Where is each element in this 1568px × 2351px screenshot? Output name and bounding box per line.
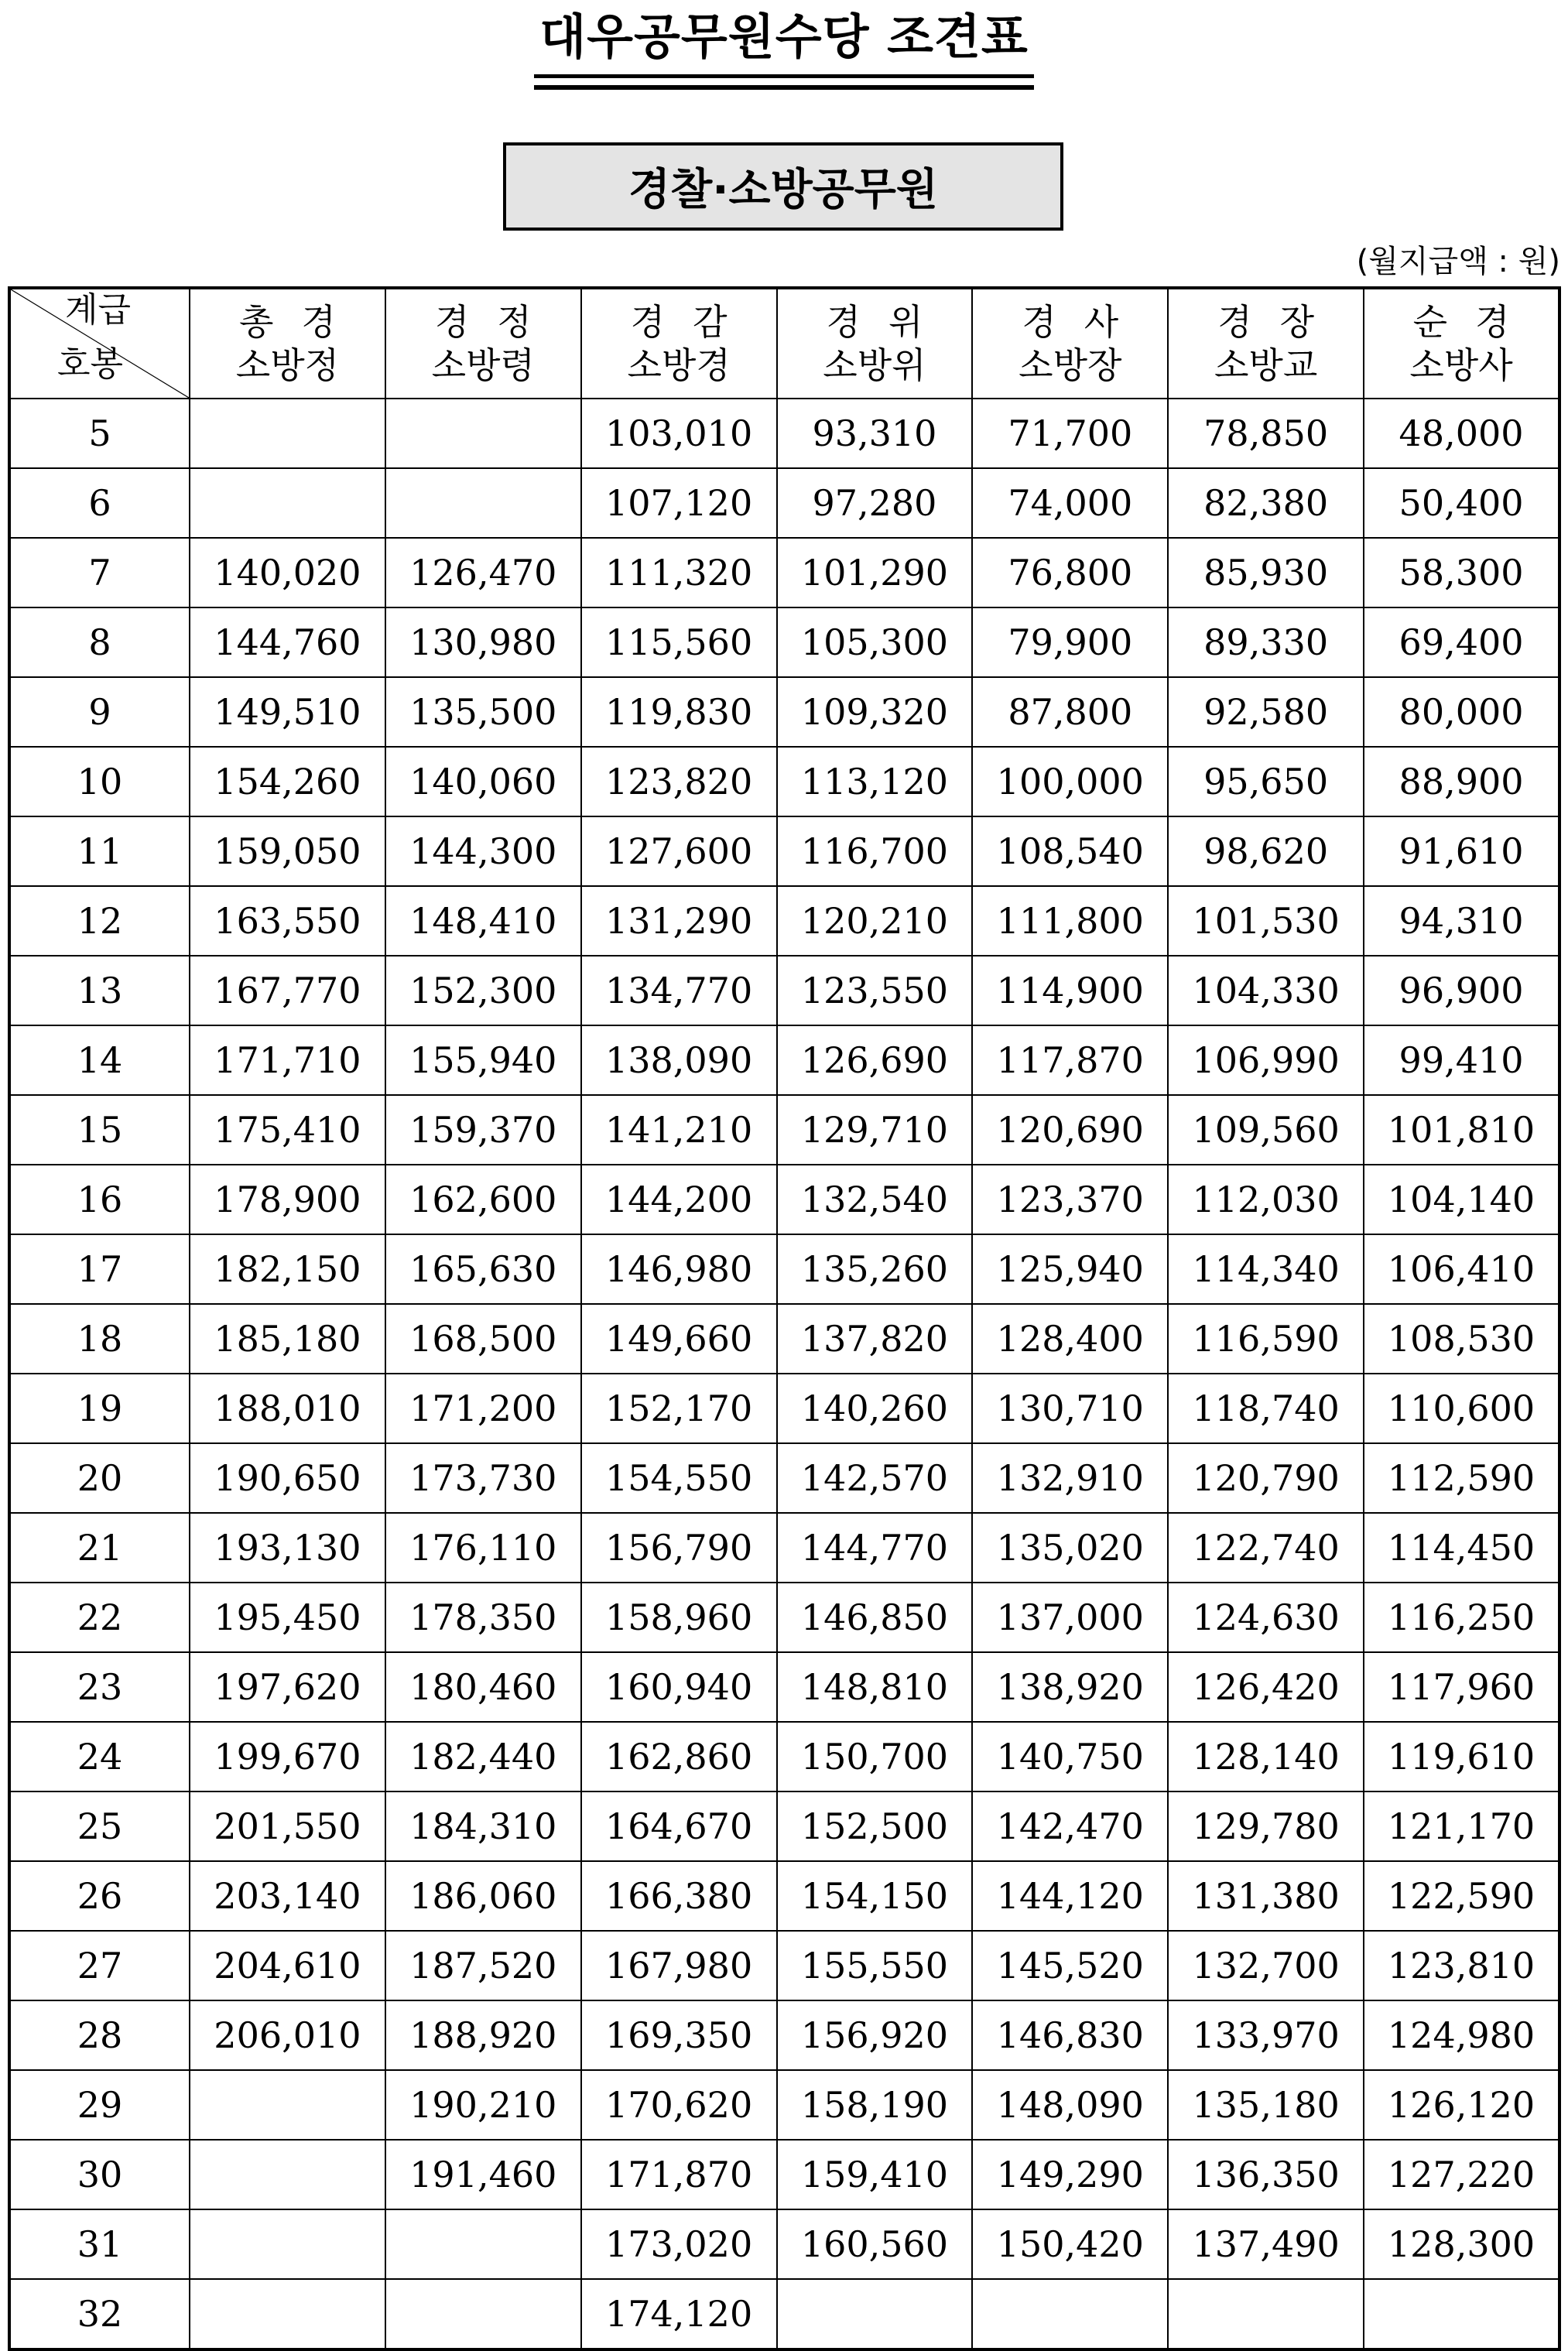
table-row [9,538,1559,607]
amount-cell: 191,460 [385,2140,581,2209]
step-cell: 18 [9,1304,190,1374]
amount-cell: 114,900 [972,956,1168,1025]
amount-cell: 138,090 [581,1025,777,1095]
amount-cell: 128,140 [1168,1722,1364,1791]
amount-cell: 125,940 [972,1234,1168,1304]
amount-cell: 171,870 [581,2140,777,2209]
amount-cell: 122,740 [1168,1513,1364,1583]
step-cell: 16 [9,1165,190,1234]
table-row [9,1722,1559,1791]
amount-cell: 85,930 [1168,538,1364,607]
col-header-rank-fire: 소방사 [1409,344,1513,386]
amount-cell: 99,410 [1364,1025,1559,1095]
amount-cell: 123,820 [581,747,777,816]
allowance-table [8,286,1561,2351]
col-header-rank-fire: 소방교 [1214,344,1318,386]
step-cell: 10 [9,747,190,816]
table-row [9,2140,1559,2209]
amount-cell: 204,610 [190,1931,385,2000]
amount-cell: 101,530 [1168,886,1364,956]
corner-label-step: 호봉 [57,344,124,384]
step-cell: 30 [9,2140,190,2209]
amount-cell: 188,920 [385,2000,581,2070]
amount-cell: 190,650 [190,1443,385,1513]
amount-cell: 155,940 [385,1025,581,1095]
amount-cell: 203,140 [190,1861,385,1931]
amount-cell: 124,980 [1364,2000,1559,2070]
page-title: 대우공무원수당 조견표 [539,9,1029,65]
table-row [9,886,1559,956]
amount-cell: 140,260 [777,1374,973,1443]
col-header-6 [1364,288,1559,399]
amount-cell: 146,980 [581,1234,777,1304]
col-header-0 [190,288,385,399]
amount-cell: 89,330 [1168,607,1364,677]
amount-cell: 152,300 [385,956,581,1025]
amount-cell: 82,380 [1168,468,1364,538]
amount-cell: 135,260 [777,1234,973,1304]
amount-cell: 167,770 [190,956,385,1025]
amount-cell: 185,180 [190,1304,385,1374]
step-cell: 7 [9,538,190,607]
amount-cell: 76,800 [972,538,1168,607]
corner-header-cell [9,288,190,399]
table-row [9,1443,1559,1513]
amount-cell: 140,020 [190,538,385,607]
amount-cell: 170,620 [581,2070,777,2140]
amount-cell: 128,400 [972,1304,1168,1374]
amount-cell: 118,740 [1168,1374,1364,1443]
amount-cell: 112,590 [1364,1443,1559,1513]
amount-cell: 135,500 [385,677,581,747]
table-row [9,1234,1559,1304]
amount-cell: 131,290 [581,886,777,956]
amount-cell: 126,420 [1168,1652,1364,1722]
amount-cell: 96,900 [1364,956,1559,1025]
amount-cell: 176,110 [385,1513,581,1583]
title-underline-thin [534,74,1034,78]
amount-cell: 150,700 [777,1722,973,1791]
amount-cell: 103,010 [581,399,777,468]
amount-cell: 129,780 [1168,1791,1364,1861]
amount-cell: 133,970 [1168,2000,1364,2070]
amount-cell: 156,920 [777,2000,973,2070]
amount-cell: 120,790 [1168,1443,1364,1513]
amount-cell: 140,060 [385,747,581,816]
table-row [9,816,1559,886]
amount-cell: 137,820 [777,1304,973,1374]
amount-cell: 78,850 [1168,399,1364,468]
amount-cell: 169,350 [581,2000,777,2070]
amount-cell: 79,900 [972,607,1168,677]
step-cell: 8 [9,607,190,677]
amount-cell: 69,400 [1364,607,1559,677]
amount-cell: 131,380 [1168,1861,1364,1931]
step-cell: 5 [9,399,190,468]
col-header-rank-police: 경정 [434,301,560,343]
col-header-rank-police: 순경 [1412,301,1538,343]
amount-cell: 155,550 [777,1931,973,2000]
step-cell: 29 [9,2070,190,2140]
amount-cell: 193,130 [190,1513,385,1583]
table-row [9,1374,1559,1443]
col-header-rank-fire: 소방정 [235,344,340,386]
title-underline-thick [534,85,1034,90]
amount-cell: 126,120 [1364,2070,1559,2140]
amount-cell: 126,470 [385,538,581,607]
step-cell: 21 [9,1513,190,1583]
col-header-rank-fire: 소방위 [823,344,926,386]
amount-cell: 111,320 [581,538,777,607]
amount-cell: 142,470 [972,1791,1168,1861]
amount-cell [1168,2279,1364,2349]
amount-cell: 141,210 [581,1095,777,1165]
amount-cell: 123,370 [972,1165,1168,1234]
col-header-rank-fire: 소방장 [1019,344,1122,386]
amount-cell: 171,710 [190,1025,385,1095]
amount-cell: 146,850 [777,1583,973,1652]
amount-cell: 154,150 [777,1861,973,1931]
step-cell: 14 [9,1025,190,1095]
amount-cell: 137,490 [1168,2209,1364,2279]
amount-cell: 173,020 [581,2209,777,2279]
amount-cell: 126,690 [777,1025,973,1095]
table-row [9,399,1559,468]
amount-cell [190,399,385,468]
amount-cell: 113,120 [777,747,973,816]
amount-cell [385,2209,581,2279]
amount-cell: 97,280 [777,468,973,538]
step-cell: 23 [9,1652,190,1722]
table-row [9,607,1559,677]
amount-cell: 104,140 [1364,1165,1559,1234]
amount-cell: 132,910 [972,1443,1168,1513]
table-row [9,468,1559,538]
amount-cell: 48,000 [1364,399,1559,468]
step-cell: 25 [9,1791,190,1861]
table-row [9,956,1559,1025]
amount-cell: 190,210 [385,2070,581,2140]
amount-cell [385,399,581,468]
amount-cell: 114,340 [1168,1234,1364,1304]
amount-cell: 105,300 [777,607,973,677]
subtitle-box [503,142,1063,231]
step-cell: 9 [9,677,190,747]
col-header-2 [581,288,777,399]
amount-cell: 145,520 [972,1931,1168,2000]
amount-cell: 175,410 [190,1095,385,1165]
table-body [9,399,1559,2349]
table-row [9,1791,1559,1861]
amount-cell: 128,300 [1364,2209,1559,2279]
amount-cell: 140,750 [972,1722,1168,1791]
amount-cell [190,468,385,538]
amount-cell: 134,770 [581,956,777,1025]
amount-cell: 129,710 [777,1095,973,1165]
amount-cell: 150,420 [972,2209,1168,2279]
amount-cell: 116,250 [1364,1583,1559,1652]
amount-cell: 167,980 [581,1931,777,2000]
table-row [9,2000,1559,2070]
amount-cell [777,2279,973,2349]
amount-cell: 120,210 [777,886,973,956]
amount-cell: 144,300 [385,816,581,886]
step-cell: 11 [9,816,190,886]
step-cell: 20 [9,1443,190,1513]
amount-cell: 144,760 [190,607,385,677]
amount-cell: 195,450 [190,1583,385,1652]
amount-cell: 158,190 [777,2070,973,2140]
amount-cell: 117,870 [972,1025,1168,1095]
table-row [9,1583,1559,1652]
col-header-1 [385,288,581,399]
amount-cell: 165,630 [385,1234,581,1304]
amount-cell: 116,590 [1168,1304,1364,1374]
step-cell: 6 [9,468,190,538]
header-row [9,288,1559,399]
amount-cell: 108,540 [972,816,1168,886]
amount-cell: 132,700 [1168,1931,1364,2000]
amount-cell: 121,170 [1364,1791,1559,1861]
amount-cell: 119,610 [1364,1722,1559,1791]
amount-cell: 137,000 [972,1583,1168,1652]
step-cell: 17 [9,1234,190,1304]
amount-cell: 154,260 [190,747,385,816]
amount-cell: 58,300 [1364,538,1559,607]
amount-cell: 109,320 [777,677,973,747]
amount-cell [972,2279,1168,2349]
step-cell: 22 [9,1583,190,1652]
step-cell: 12 [9,886,190,956]
amount-cell: 173,730 [385,1443,581,1513]
col-header-rank-police: 경위 [826,301,951,343]
amount-cell [385,468,581,538]
amount-cell: 74,000 [972,468,1168,538]
table-row [9,1513,1559,1583]
amount-cell: 112,030 [1168,1165,1364,1234]
amount-cell: 152,170 [581,1374,777,1443]
step-cell: 15 [9,1095,190,1165]
amount-cell: 136,350 [1168,2140,1364,2209]
amount-cell: 163,550 [190,886,385,956]
amount-cell: 88,900 [1364,747,1559,816]
amount-cell: 127,220 [1364,2140,1559,2209]
amount-cell: 144,200 [581,1165,777,1234]
amount-cell: 146,830 [972,2000,1168,2070]
amount-cell: 149,290 [972,2140,1168,2209]
amount-cell: 106,990 [1168,1025,1364,1095]
amount-cell: 188,010 [190,1374,385,1443]
amount-cell: 197,620 [190,1652,385,1722]
amount-cell: 114,450 [1364,1513,1559,1583]
col-header-rank-fire: 소방령 [431,344,535,386]
amount-cell: 148,810 [777,1652,973,1722]
amount-cell: 178,350 [385,1583,581,1652]
amount-cell: 91,610 [1364,816,1559,886]
amount-cell: 199,670 [190,1722,385,1791]
amount-cell: 80,000 [1364,677,1559,747]
amount-cell [190,2070,385,2140]
amount-cell: 186,060 [385,1861,581,1931]
amount-cell: 130,710 [972,1374,1168,1443]
amount-cell: 104,330 [1168,956,1364,1025]
table-row [9,1652,1559,1722]
table-row [9,1165,1559,1234]
step-cell: 13 [9,956,190,1025]
amount-cell: 98,620 [1168,816,1364,886]
amount-cell: 156,790 [581,1513,777,1583]
amount-cell: 159,410 [777,2140,973,2209]
step-cell: 24 [9,1722,190,1791]
amount-cell: 159,050 [190,816,385,886]
amount-cell: 123,550 [777,956,973,1025]
amount-cell: 101,810 [1364,1095,1559,1165]
amount-cell: 120,690 [972,1095,1168,1165]
amount-cell: 115,560 [581,607,777,677]
amount-cell: 101,290 [777,538,973,607]
amount-cell: 116,700 [777,816,973,886]
amount-cell: 130,980 [385,607,581,677]
amount-cell: 162,860 [581,1722,777,1791]
amount-cell: 164,670 [581,1791,777,1861]
step-cell: 28 [9,2000,190,2070]
amount-cell: 149,510 [190,677,385,747]
unit-note: (월지급액 : 원) [1356,244,1560,279]
amount-cell: 201,550 [190,1791,385,1861]
amount-cell: 111,800 [972,886,1168,956]
amount-cell: 117,960 [1364,1652,1559,1722]
table-row [9,2070,1559,2140]
col-header-4 [972,288,1168,399]
amount-cell: 158,960 [581,1583,777,1652]
amount-cell: 182,440 [385,1722,581,1791]
amount-cell: 127,600 [581,816,777,886]
corner-label-rank: 계급 [65,290,132,330]
amount-cell: 138,920 [972,1652,1168,1722]
amount-cell: 87,800 [972,677,1168,747]
table-row [9,1304,1559,1374]
amount-cell: 50,400 [1364,468,1559,538]
amount-cell: 108,530 [1364,1304,1559,1374]
amount-cell: 109,560 [1168,1095,1364,1165]
col-header-rank-police: 경장 [1217,301,1343,343]
step-cell: 31 [9,2209,190,2279]
step-cell: 19 [9,1374,190,1443]
amount-cell [385,2279,581,2349]
amount-cell: 135,020 [972,1513,1168,1583]
amount-cell [1364,2279,1559,2349]
col-header-3 [777,288,973,399]
amount-cell [190,2279,385,2349]
amount-cell: 148,090 [972,2070,1168,2140]
amount-cell: 171,200 [385,1374,581,1443]
amount-cell: 148,410 [385,886,581,956]
amount-cell: 110,600 [1364,1374,1559,1443]
amount-cell [190,2140,385,2209]
step-cell: 27 [9,1931,190,2000]
amount-cell: 168,500 [385,1304,581,1374]
amount-cell: 107,120 [581,468,777,538]
table-row [9,1095,1559,1165]
step-cell: 32 [9,2279,190,2349]
amount-cell: 187,520 [385,1931,581,2000]
amount-cell: 152,500 [777,1791,973,1861]
amount-cell: 92,580 [1168,677,1364,747]
amount-cell: 124,630 [1168,1583,1364,1652]
amount-cell: 142,570 [777,1443,973,1513]
col-header-rank-police: 경감 [630,301,755,343]
amount-cell: 160,560 [777,2209,973,2279]
amount-cell: 71,700 [972,399,1168,468]
col-header-5 [1168,288,1364,399]
amount-cell: 122,590 [1364,1861,1559,1931]
amount-cell: 106,410 [1364,1234,1559,1304]
amount-cell: 154,550 [581,1443,777,1513]
amount-cell: 100,000 [972,747,1168,816]
amount-cell: 184,310 [385,1791,581,1861]
amount-cell: 144,120 [972,1861,1168,1931]
amount-cell: 159,370 [385,1095,581,1165]
amount-cell: 95,650 [1168,747,1364,816]
table-row [9,2209,1559,2279]
amount-cell: 93,310 [777,399,973,468]
table-row [9,677,1559,747]
step-cell: 26 [9,1861,190,1931]
table-row [9,747,1559,816]
table-row [9,2279,1559,2349]
table-row [9,1861,1559,1931]
col-header-rank-police: 총경 [238,301,364,343]
amount-cell [190,2209,385,2279]
col-header-rank-fire: 소방경 [627,344,731,386]
amount-cell: 149,660 [581,1304,777,1374]
amount-cell: 166,380 [581,1861,777,1931]
amount-cell: 144,770 [777,1513,973,1583]
amount-cell: 160,940 [581,1652,777,1722]
amount-cell: 135,180 [1168,2070,1364,2140]
amount-cell: 182,150 [190,1234,385,1304]
table-row [9,1931,1559,2000]
amount-cell: 132,540 [777,1165,973,1234]
amount-cell: 162,600 [385,1165,581,1234]
amount-cell: 178,900 [190,1165,385,1234]
amount-cell: 174,120 [581,2279,777,2349]
amount-cell: 206,010 [190,2000,385,2070]
amount-cell: 94,310 [1364,886,1559,956]
amount-cell: 123,810 [1364,1931,1559,2000]
amount-cell: 180,460 [385,1652,581,1722]
amount-cell: 119,830 [581,677,777,747]
col-header-rank-police: 경사 [1022,301,1147,343]
subtitle: 경찰·소방공무원 [628,165,938,215]
table-row [9,1025,1559,1095]
